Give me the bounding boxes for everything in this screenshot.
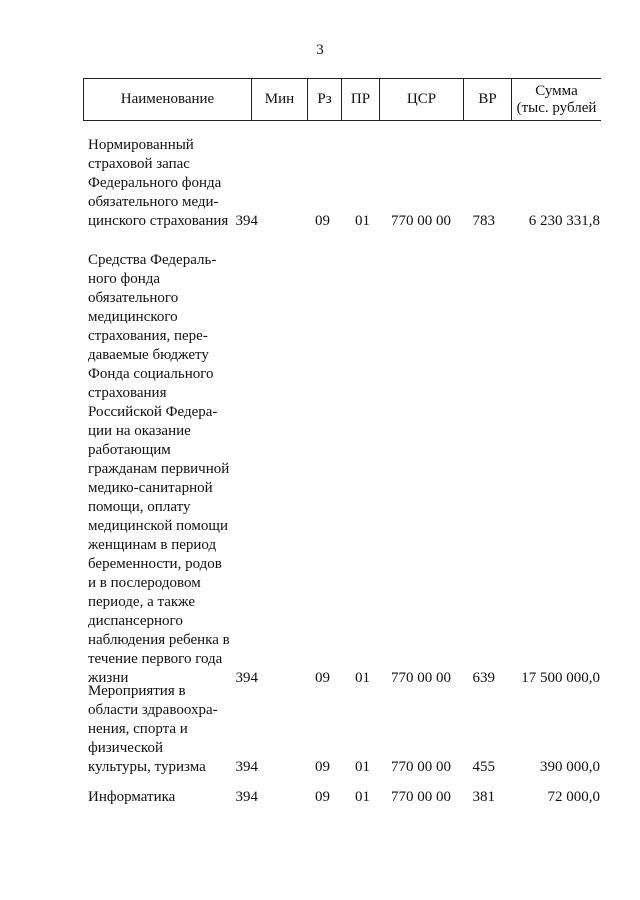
column-header-vr: ВР	[464, 79, 512, 120]
cell-sum: 6 230 331,8	[528, 213, 600, 229]
cell-name-line: Информатика	[88, 789, 176, 805]
cell-rz: 09	[315, 213, 330, 229]
cell-min: 394	[235, 789, 258, 805]
cell-name-line: гражданам первичной	[88, 461, 230, 477]
cell-min: 394	[235, 759, 258, 775]
cell-csr: 770 00 00	[391, 213, 451, 229]
cell-vr: 639	[472, 670, 495, 686]
cell-name-line: беременности, родов	[88, 556, 222, 572]
column-header-sum-line2: (тыс. рублей	[516, 99, 597, 116]
cell-name-line: медико-санитарной	[88, 480, 213, 496]
column-header-pr: ПР	[342, 79, 380, 120]
cell-name-line: Российской Федера-	[88, 404, 218, 420]
cell-rz: 09	[315, 789, 330, 805]
cell-name-line: течение первого года	[88, 651, 223, 667]
cell-sum: 17 500 000,0	[521, 670, 600, 686]
cell-name-line: женщинам в период	[88, 537, 217, 553]
cell-name-line: Мероприятия в	[88, 683, 186, 699]
cell-name-line: и в послеродовом	[88, 575, 201, 591]
cell-min: 394	[235, 670, 258, 686]
cell-sum: 72 000,0	[547, 789, 600, 805]
cell-name-line: наблюдения ребенка в	[88, 632, 230, 648]
cell-name-line: культуры, туризма	[88, 759, 206, 775]
cell-csr: 770 00 00	[391, 670, 451, 686]
cell-name-line: медицинского	[88, 309, 178, 325]
cell-name-line: области здравоохра-	[88, 702, 218, 718]
column-header-min: Мин	[252, 79, 308, 120]
cell-name-line: цинского страхования	[88, 213, 229, 229]
cell-name-line: диспансерного	[88, 613, 183, 629]
cell-name	[88, 251, 258, 688]
column-header-sum	[512, 79, 601, 120]
cell-name-line: ного фонда	[88, 271, 161, 287]
table-header	[83, 78, 601, 121]
cell-name-line: обязательного	[88, 290, 179, 306]
cell-name-line: ции на оказание	[88, 423, 191, 439]
cell-pr: 01	[355, 670, 370, 686]
cell-rz: 09	[315, 759, 330, 775]
cell-name-line: даваемые бюджету	[88, 347, 209, 363]
cell-name-line: страховой запас	[88, 156, 190, 172]
cell-name-line: Федерального фонда	[88, 175, 222, 191]
cell-name-line: периоде, а также	[88, 594, 195, 610]
cell-name-line: Фонда социального	[88, 366, 214, 382]
cell-vr: 381	[472, 789, 495, 805]
cell-csr: 770 00 00	[391, 759, 451, 775]
cell-name-line: помощи, оплату	[88, 499, 191, 515]
column-header-rz: Рз	[308, 79, 342, 120]
cell-name-line: жизни	[88, 670, 129, 686]
cell-name-line: нения, спорта и	[88, 721, 188, 737]
cell-name-line: Нормированный	[88, 137, 194, 153]
cell-name-line: работающим	[88, 442, 171, 458]
cell-pr: 01	[355, 789, 370, 805]
cell-name-line: обязательного меди-	[88, 194, 219, 210]
cell-vr: 455	[472, 759, 495, 775]
cell-name-line: физической	[88, 740, 163, 756]
cell-name-line: медицинской помощи	[88, 518, 228, 534]
cell-rz: 09	[315, 670, 330, 686]
cell-sum: 390 000,0	[540, 759, 600, 775]
column-header-csr: ЦСР	[380, 79, 464, 120]
cell-vr: 783	[472, 213, 495, 229]
page-number: 3	[316, 42, 324, 58]
cell-min: 394	[235, 213, 258, 229]
cell-name-line: страхования	[88, 385, 167, 401]
cell-pr: 01	[355, 213, 370, 229]
cell-name-line: Средства Федераль-	[88, 252, 217, 268]
column-header-name: Наименование	[84, 79, 252, 120]
cell-csr: 770 00 00	[391, 789, 451, 805]
cell-name-line: страхования, пере-	[88, 328, 208, 344]
column-header-sum-line1: Сумма	[535, 82, 578, 99]
cell-pr: 01	[355, 759, 370, 775]
